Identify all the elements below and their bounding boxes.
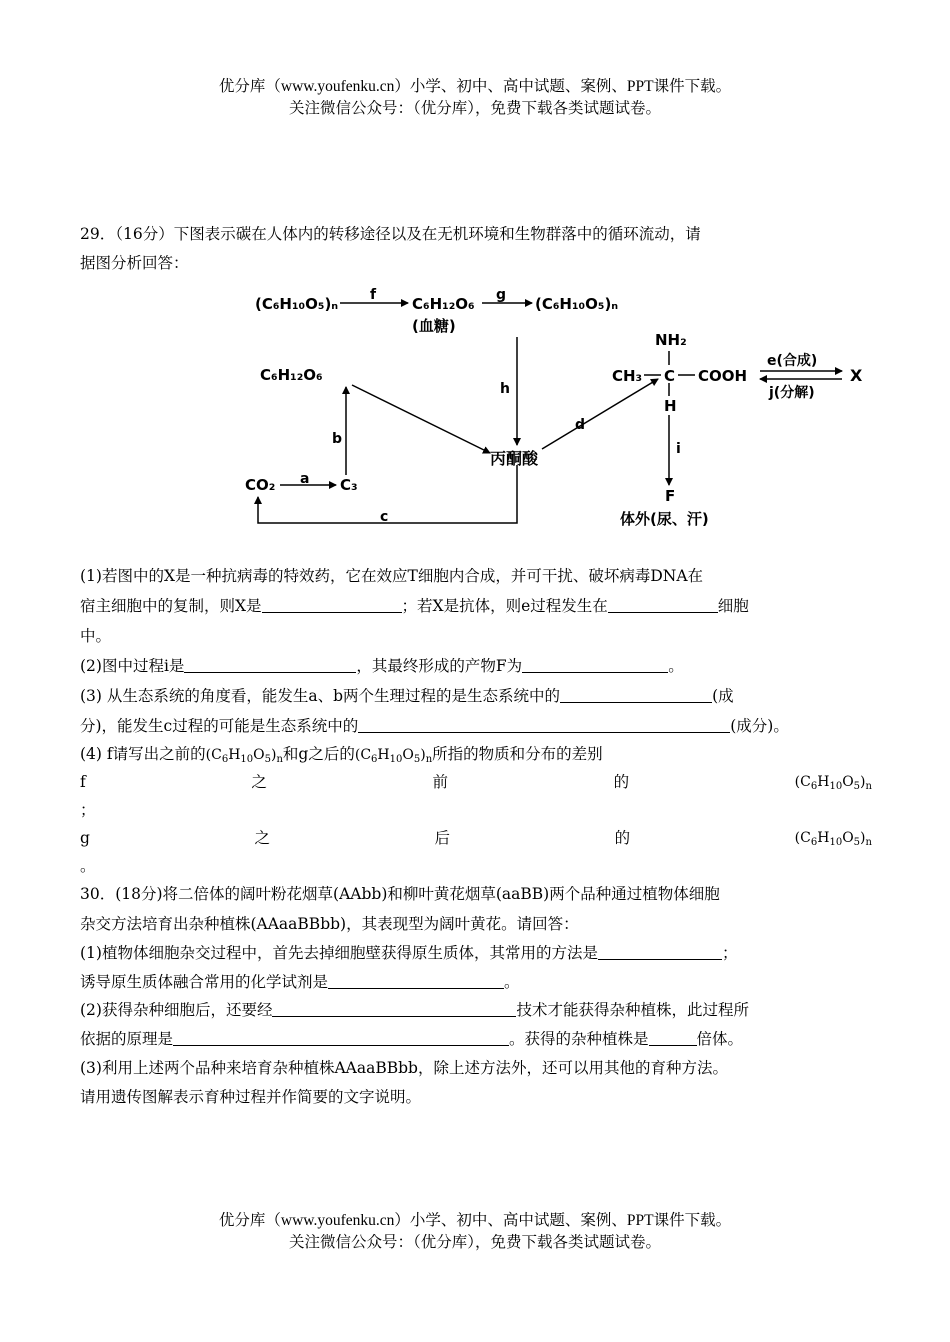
q29-part2-text-c: 。	[668, 657, 684, 675]
answer-blank-process-i[interactable]	[184, 657, 356, 673]
central-carbon-label: C	[664, 367, 676, 385]
f-zhi: 之	[251, 773, 267, 791]
q29-part4-text-c: 所指的物质和分布的差别	[432, 745, 603, 763]
q29-part1-line-3: 中。	[80, 627, 112, 645]
q29-part2-text-b: ，其最终形成的产物F为	[356, 657, 523, 675]
q29-part3-text-d: (成分)。	[730, 717, 789, 735]
q29-part4-line-1	[80, 744, 872, 770]
q30-line-5	[80, 1000, 872, 1020]
formula-before-f: $(C_6H_{10}O_5)_n$	[205, 747, 283, 765]
q29-part1-text-b: ；若X是抗体，则e过程发生在	[401, 597, 608, 615]
answer-blank-ploidy[interactable]	[649, 1030, 697, 1046]
q29-part1-line-1: (1)若图中的X是一种抗病毒的特效药，它在效应T细胞内合成，并可干扰、破坏病毒DNA在	[80, 567, 704, 585]
arrow-label-f: f	[370, 287, 377, 303]
q29-part3-line-1	[80, 686, 872, 706]
q29-part2-line	[80, 656, 872, 676]
q30-line-1: 30．(18分)将二倍体的阔叶粉花烟草(AAbb)和柳叶黄花烟草(aaBB)两个品种通过植物体细胞	[80, 885, 720, 903]
q29-part2-text-a: (2)图中过程i是	[80, 657, 185, 675]
pyruvate-label: 丙酮酸	[490, 449, 539, 468]
cooh-label: COOH	[698, 367, 748, 385]
q30-line-2: 杂交方法培育出杂种植株(AAaaBBbb)，其表现型为阔叶黄花。请回答：	[80, 915, 579, 933]
arrow-d	[542, 379, 658, 449]
q30-line-8: 请用遗传图解表示育种过程并作简要的文字说明。	[80, 1088, 422, 1106]
page-footer	[0, 1210, 950, 1254]
q29-intro-line-1: 29．（16分）下图表示碳在人体内的转移途径以及在无机环境和生物群落中的循环流动，请	[80, 225, 701, 243]
answer-blank-fusion-reagent[interactable]	[328, 973, 504, 989]
c3-label: C₃	[340, 476, 358, 494]
q29-part4-text-b: 和g之后的	[282, 745, 355, 763]
glucose-top-label: C₆H₁₂O₆	[412, 295, 475, 313]
arrow-label-b: b	[332, 431, 343, 447]
q30-line-7: (3)利用上述两个品种来培育杂种植株AAaaBBbb，除上述方法外，还可以用其他的育种方法。	[80, 1059, 728, 1077]
arrow-label-a: a	[300, 471, 310, 487]
nh2-label: NH₂	[655, 331, 687, 349]
answer-blank-product-f[interactable]	[522, 657, 668, 673]
q29-part1-text-c: 细胞	[717, 597, 749, 615]
blood-sugar-label: (血糖)	[412, 317, 456, 335]
arrow-label-i: i	[676, 441, 681, 457]
q30-part2-text-c: 依据的原理是	[80, 1030, 174, 1048]
x-label: X	[850, 366, 863, 385]
q30-part2-text-b: 技术才能获得杂种植株，此过程所	[516, 1001, 749, 1019]
formula-after-g: $(C_6H_{10}O_5)_n$	[354, 747, 433, 765]
answer-blank-principle[interactable]	[173, 1030, 509, 1046]
answer-blank-technique[interactable]	[272, 1001, 516, 1017]
arrow-label-h: h	[500, 381, 510, 397]
starch-left-label: (C₆H₁₀O₅)ₙ	[255, 295, 339, 313]
answer-blank-c-component[interactable]	[358, 717, 730, 733]
g-formula: $(C_6H_{10}O_5)_n$	[794, 830, 872, 848]
q29-part3-text-a: (3) 从生态系统的角度看，能发生a、b两个生理过程的是生态系统中的	[80, 687, 561, 705]
co2-label: CO₂	[245, 476, 276, 494]
header-line-1: 优分库（www.youfenku.cn）小学、初中、高中试题、案例、PPT课件下载。	[218, 78, 732, 95]
q29-part3-text-b: (成	[712, 687, 734, 705]
carbon-cycle-diagram	[160, 283, 880, 533]
footer-line-2: 关注微信公众号：（优分库），免费下载各类试题试卷。	[288, 1234, 661, 1251]
hydrogen-label: H	[664, 397, 677, 415]
f-de: 的	[613, 773, 630, 791]
f-word: f	[80, 773, 86, 791]
q30-part1-text-a: (1)植物体细胞杂交过程中，首先去掉细胞壁获得原生质体，其常用的方法是	[80, 944, 598, 962]
answer-blank-wall-removal[interactable]	[598, 944, 722, 960]
answer-blank-e-cell[interactable]	[608, 597, 718, 613]
glycogen-right-label: (C₆H₁₀O₅)ₙ	[535, 295, 619, 313]
g-zhi: 之	[254, 829, 270, 847]
arrow-label-c: c	[380, 509, 389, 525]
q29-part3-text-c: 分)，能发生c过程的可能是生态系统中的	[80, 717, 359, 735]
q29-part4-semicolon: ；	[80, 801, 96, 819]
f-product-label: F	[665, 487, 676, 505]
q30-line-3	[80, 943, 872, 963]
g-word: g	[80, 829, 90, 847]
q30-line-6	[80, 1029, 872, 1049]
q29-part1-line-2	[80, 596, 872, 616]
q29-part4-g-line	[80, 828, 872, 853]
answer-blank-x[interactable]	[262, 597, 402, 613]
arrow-label-g: g	[496, 287, 507, 303]
ch3-label: CH₃	[612, 367, 643, 385]
q30-part1-text-c: 诱导原生质体融合常用的化学试剂是	[80, 973, 329, 991]
header-line-2: 关注微信公众号：（优分库），免费下载各类试题试卷。	[288, 100, 661, 117]
q30-part1-text-b: ；	[721, 944, 738, 962]
q30-part2-text-a: (2)获得杂种细胞后，还要经	[80, 1001, 273, 1019]
arrow-label-d: d	[575, 417, 586, 433]
f-formula: $(C_6H_{10}O_5)_n$	[794, 774, 872, 792]
q29-part4-text-a: (4) f请写出之前的	[80, 745, 206, 763]
q30-line-4	[80, 972, 872, 992]
q29-part4-f-line	[80, 772, 872, 797]
f-qian: 前	[432, 773, 448, 791]
answer-blank-ab-component[interactable]	[560, 687, 712, 703]
g-hou: 后	[434, 829, 451, 847]
synthesis-label: e(合成)	[767, 353, 818, 369]
q30-part2-text-e: 倍体。	[696, 1030, 744, 1048]
q30-part1-text-d: 。	[504, 973, 520, 991]
q29-part3-line-2	[80, 716, 872, 736]
page-header	[0, 76, 950, 120]
q29-part4-period: 。	[80, 857, 96, 875]
body-out-label: 体外(尿、汗)	[620, 510, 709, 528]
q29-part1-text-a: 宿主细胞中的复制，则X是	[80, 597, 262, 615]
decomposition-label: j(分解)	[769, 385, 815, 401]
q30-part2-text-d: 。获得的杂种植株是	[509, 1030, 649, 1048]
glucose-left-label: C₆H₁₂O₆	[260, 366, 323, 384]
footer-line-1: 优分库（www.youfenku.cn）小学、初中、高中试题、案例、PPT课件下载。	[218, 1212, 732, 1229]
arrow-glucose-to-pyruvate	[352, 385, 490, 453]
q29-intro-line-2: 据图分析回答：	[80, 254, 189, 272]
g-de: 的	[614, 829, 631, 847]
